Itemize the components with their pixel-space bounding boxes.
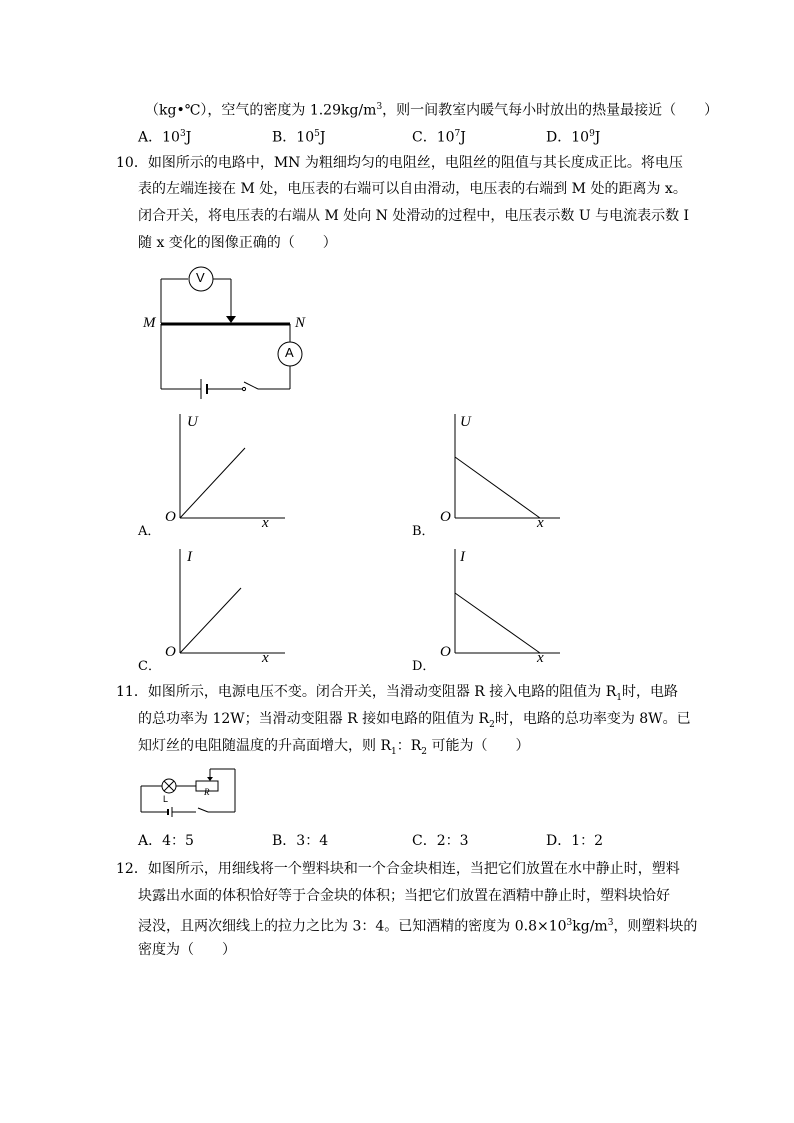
q10-line-2: 表的左端连接在 M 处，电压表的右端可以自由滑动，电压表的右端到 M 处的距离为 x。 xyxy=(138,181,687,197)
q11-line-1-sub: 1 xyxy=(616,692,622,703)
option-exp: 9 xyxy=(589,129,595,139)
q11-line-2-b: 时，电路的总功率变为 8W。已 xyxy=(494,711,691,727)
switch-blade xyxy=(244,382,258,389)
option-unit: J xyxy=(319,129,326,146)
graph-d-axes xyxy=(450,545,570,655)
q11-line-1 xyxy=(116,682,678,708)
q12-line-3-b: kg/m xyxy=(572,918,608,935)
option-letter: A． xyxy=(138,833,163,849)
switch-blade xyxy=(198,808,208,812)
q11-option-b[interactable] xyxy=(272,831,328,851)
q9-stem-prefix: （kg•℃），空气的密度为 1.29kg/m xyxy=(145,102,377,119)
q11-line-2 xyxy=(138,709,691,735)
option-letter: B． xyxy=(272,833,297,849)
q11-line-2-a: 的总功率为 12W；当滑动变阻器 R 接如电路的阻值为 R xyxy=(138,711,490,727)
graph-a-option[interactable]: A． xyxy=(138,524,161,539)
option-letter: B． xyxy=(272,129,297,146)
graph-c-axes xyxy=(175,545,295,655)
q11-line-3-b: ：R xyxy=(396,738,422,754)
option-unit: J xyxy=(185,129,192,146)
graph-c-x-label: x xyxy=(262,650,269,666)
q11-line-1-suffix: 时，电路 xyxy=(621,684,678,700)
q9-option-a[interactable] xyxy=(138,124,191,148)
graph-a-origin: O xyxy=(165,509,176,525)
q12-line-4: 密度为（ ） xyxy=(138,942,236,958)
option-text: 3：4 xyxy=(296,833,329,849)
q11-line-3-sub2: 2 xyxy=(421,746,428,757)
option-exp: 3 xyxy=(179,129,186,139)
q9-stem-suffix: ，则一间教室内暖气每小时放出的热量最接近（ ） xyxy=(382,102,719,119)
option-text: 4：5 xyxy=(162,833,194,849)
option-letter: C． xyxy=(412,129,437,146)
option-unit: J xyxy=(460,129,466,146)
option-base: 10 xyxy=(162,129,180,146)
option-text: 1：2 xyxy=(571,833,604,849)
option-letter: D． xyxy=(546,833,572,849)
slider-arrow-icon xyxy=(226,316,236,323)
q10-line-1: 10．如图所示的电路中，MN 为粗细均匀的电阻丝，电阻丝的阻值与其长度成正比。将电压 xyxy=(116,155,683,171)
graph-b-option[interactable]: B． xyxy=(412,524,435,539)
q12-line-3-c: ，则塑料块的 xyxy=(613,918,698,935)
option-base: 10 xyxy=(436,129,455,146)
q11-line-3 xyxy=(138,736,529,762)
q12-line-3-a: 浸没，且两次细线上的拉力之比为 3：4。已知酒精的密度为 0.8×10 xyxy=(138,918,567,935)
q11-option-a[interactable] xyxy=(138,831,194,851)
circuit-label-n: N xyxy=(295,315,306,331)
q12-line-3 xyxy=(138,913,697,937)
option-base: 10 xyxy=(571,129,590,146)
q9-stem-line xyxy=(145,97,718,121)
option-unit: J xyxy=(594,129,601,146)
graph-d-x-label: x xyxy=(537,650,544,666)
option-letter: D． xyxy=(546,129,572,146)
graph-d-option[interactable]: D． xyxy=(412,659,436,674)
graph-b-origin: O xyxy=(440,509,451,525)
option-letter: C． xyxy=(412,833,437,849)
graph-d-line xyxy=(455,593,540,653)
graph-b-x-label: x xyxy=(537,515,544,531)
q11-line-3-sub1: 1 xyxy=(391,746,397,757)
option-text: 2：3 xyxy=(436,833,469,849)
q9-option-b[interactable] xyxy=(272,124,325,148)
graph-a-line xyxy=(180,448,245,518)
graph-c-line xyxy=(180,588,241,653)
rheostat-label: R xyxy=(204,787,210,797)
voltmeter-label: V xyxy=(196,270,205,285)
graph-c-origin: O xyxy=(165,644,176,660)
rheostat-slider-arrow-icon xyxy=(207,777,213,781)
q11-option-c[interactable] xyxy=(412,831,469,851)
q11-line-1-text: 11．如图所示，电源电压不变。闭合开关，当滑动变阻器 R 接入电路的阻值为 R xyxy=(116,684,617,700)
graph-c-option[interactable]: C． xyxy=(138,659,161,674)
graph-a-y-label: U xyxy=(187,414,198,430)
option-base: 10 xyxy=(296,129,315,146)
graph-a-x-label: x xyxy=(262,515,269,531)
q12-line-3-sup1: 3 xyxy=(566,918,573,928)
q11-line-3-a: 知灯丝的电阻随温度的升高面增大，则 R xyxy=(138,738,391,754)
q9-stem-sup: 3 xyxy=(376,102,383,112)
graph-b-line xyxy=(455,457,540,518)
graph-b-y-label: U xyxy=(460,414,471,430)
graph-d-origin: O xyxy=(440,644,451,660)
q9-option-c[interactable] xyxy=(412,124,466,148)
q12-line-1: 12．如图所示，用细线将一个塑料块和一个合金块相连，当把它们放置在水中静止时，塑料 xyxy=(116,861,680,877)
ammeter-label: A xyxy=(285,345,294,360)
q10-line-3: 闭合开关，将电压表的右端从 M 处向 N 处滑动的过程中，电压表示数 U 与电流表示数 I xyxy=(138,208,690,224)
q12-line-2: 块露出水面的体积恰好等于合金块的体积；当把它们放置在酒精中静止时，塑料块恰好 xyxy=(138,888,670,904)
q11-line-3-c: 可能为（ ） xyxy=(427,738,530,754)
q12-line-3-sup2: 3 xyxy=(607,918,614,928)
graph-d-y-label: I xyxy=(460,549,465,565)
q10-line-4: 随 x 变化的图像正确的（ ） xyxy=(138,235,337,251)
lamp-label: L xyxy=(163,794,169,804)
option-exp: 7 xyxy=(454,129,461,139)
switch-pivot-icon xyxy=(242,387,245,390)
q9-option-d[interactable] xyxy=(546,124,600,148)
q11-circuit-diagram xyxy=(138,766,238,816)
q10-circuit-diagram xyxy=(140,262,300,392)
q11-line-2-sub: 2 xyxy=(489,719,495,730)
option-letter: A． xyxy=(138,129,163,146)
option-exp: 5 xyxy=(314,129,320,139)
circuit-label-m: M xyxy=(143,315,156,331)
q11-option-d[interactable] xyxy=(546,831,603,851)
graph-c-y-label: I xyxy=(187,549,192,565)
